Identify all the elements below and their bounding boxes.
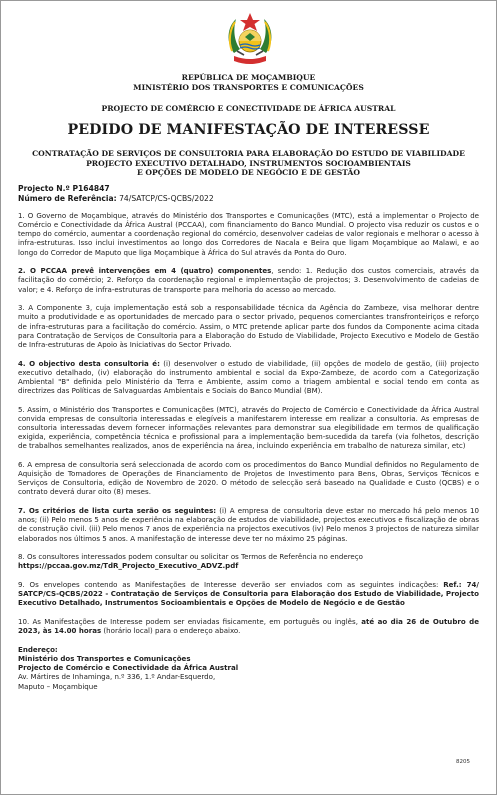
address-line-1: Ministério dos Transportes e Comunicações bbox=[18, 653, 191, 663]
paragraph-9: 9. Os envelopes contendo as Manifestações de Interesse deverão ser enviados com as seguintes indicações: Ref.: 74/ SATCP/CS-QCBS/2022 - Contratação de Serviços de Consultoria para Elaboração dos Estudo de Viabilidade, Projecto Executivo Detalhado, Instrumentos Socioambientais e Opções de Modelo de Negócio e de Gestão bbox=[18, 580, 479, 608]
reference-number: 74/SATCP/CS-QCBS/2022 bbox=[116, 194, 214, 204]
address-line-2: Projecto de Comércio e Conectividade da África Austral bbox=[18, 663, 239, 673]
ministry-name: MINISTÉRIO DOS TRANSPORTES E COMUNICAÇÕES bbox=[133, 83, 364, 92]
paragraph-6: 6. A empresa de consultoria será seleccionada de acordo com os procedimentos do Banco Mundial definidos no Regulamento de Aquisição de Tomadores de Operações de Financiamento de Projetos de Investimento para Bens, Obras, Serviços Técnicos e Serviços de Consultoria, edição de Novembro de 2020. O método de selecção será baseado na Qualidade e Custo (QCBS) e o contrato deverá durar oito (8) meses. bbox=[18, 459, 479, 497]
project-number: Projecto N.º P164847 bbox=[18, 184, 110, 193]
subtitle-line-1: CONTRATAÇÃO DE SERVIÇOS DE CONSULTORIA PARA ELABORAÇÃO DO ESTUDO DE VIABILIDADE bbox=[32, 149, 465, 158]
project-name: PROJECTO DE COMÉRCIO E CONECTIVIDADE DE ÁFRICA AUSTRAL bbox=[101, 104, 396, 113]
paragraph-3: 3. A Componente 3, cuja implementação está sob a responsabilidade técnica da Agência do Zambeze, visa melhorar dentre muito a produtividade e as oportunidades de mercado para o sector privado, pequenos comerciantes transfronteiriços e reforço de infra-estruturas para a facilitação do comércio. Assim, o MTC pretende aplicar parte dos fundos da Componente acima citada para Contratação de Serviços de Consultoria para a Elaboração do Estudo de Viabilidade, Projecto Executivo e Modelo de Gestão de Infra-estruturas de Apoio às Iniciativas do Sector Privado. bbox=[18, 303, 479, 349]
terms-of-reference-link[interactable]: https://pccaa.gov.mz/TdR_Projecto_Executivo_ADVZ.pdf bbox=[18, 561, 239, 571]
issuer-block bbox=[1, 73, 496, 93]
address-line-4: Maputo – Moçambique bbox=[18, 681, 98, 691]
address-block bbox=[18, 645, 479, 691]
paragraph-2: 2. O PCCAA prevê intervenções em 4 (quatro) componentes, sendo: 1. Redução dos custos comerciais, através da facilitação do comércio; 2. Reforço da coordenação regional e implementação de projectos; 3. Desenvolvimento de cadeias de valor; e 4. Reforço de infra-estruturas de transporte para melhoria do acesso ao mercado. bbox=[18, 266, 479, 294]
address-label: Endereço: bbox=[18, 644, 58, 654]
paragraph-4: 4. O objectivo desta consultoria é: (i) desenvolver o estudo de viabilidade, (ii) opções de modelo de gestão, (iii) projecto executivo detalhado, (iv) elaboração do instrumento ambiental e social da Expo-Zambeze, de acordo com a Categorização Ambiental "B" definida pelo Ministério da Terra e Ambiente, assim como a triagem ambiental e social tendo em conta as directrizes das Políticas de Salvaguardas Ambientais e Sociais do Banco Mundial (BM). bbox=[18, 358, 479, 395]
paragraph-5: 5. Assim, o Ministério dos Transportes e Comunicações (MTC), através do Projecto de Comércio e Conectividade da África Austral convida empresas de consultoria interessadas e elegíveis a manifestarem interesse em realizar a consultoria. As empresas de consultoria interessadas devem fornecer informações relevantes para demonstrar sua elegibilidade em termos de qualificação exigida, experiência, competência técnica e profissional para a implementação bem-sucedida da tarefa (via folhetos, descrição de trabalhos semelhantes realizados, anos de experiência na área, incluindo experiência em trabalho de natureza similar, etc) bbox=[18, 404, 479, 451]
reference-block bbox=[18, 184, 479, 205]
subtitle-block bbox=[31, 149, 466, 178]
footer-code: 8205 bbox=[456, 759, 470, 765]
paragraph-7: 7. Os critérios de lista curta serão os seguintes: (i) A empresa de consultoria deve estar no mercado há pelo menos 10 anos; (ii) Pelo menos 5 anos de experiência na elaboração de estudos de viabilidade, projectos executivos e fiscalização de obras de construção civil. (iii) Pelo menos 7 anos de experiência na projectos executivos (iv) Pelo menos 3 projectos de natureza similar elaborados nos últimos 5 anos. A manifestação de interesse deve ter no máximo 25 páginas. bbox=[18, 506, 480, 543]
notice-body bbox=[18, 211, 479, 691]
page-title: PEDIDO DE MANIFESTAÇÃO DE INTERESSE bbox=[67, 122, 430, 138]
republic-name: REPÚBLICA DE MOÇAMBIQUE bbox=[181, 73, 316, 82]
paragraph-8: 8. Os consultores interessados podem consultar ou solicitar os Termos de Referência no endereço https://pccaa.gov.mz/TdR_Projecto_Executivo_ADVZ.pdf bbox=[18, 552, 363, 571]
subtitle-line-2: PROJECTO EXECUTIVO DETALHADO, INSTRUMENTOS SOCIOAMBIENTAIS bbox=[86, 158, 411, 168]
address-line-3: Av. Mártires de Inhaminga, n.º 336, 1.º Andar-Esquerdo, bbox=[18, 672, 216, 682]
reference-label: Número de Referência: bbox=[18, 194, 117, 204]
coat-of-arms-emblem bbox=[222, 7, 278, 69]
subtitle-line-3: E OPÇÕES DE MODELO DE NEGÓCIO E DE GESTÃO bbox=[137, 168, 360, 178]
paragraph-1: 1. O Governo de Moçambique, através do Ministério dos Transportes e Comunicações (MTC), está a implementar o Projecto de Comércio e Conectividade da África Austral (PCCAA), com financiamento do Banco Mundial. O projecto visa reduzir os custos e o tempo do comércio, aumentar a coordenação regional do comércio, desenvolver cadeias de valor regionais e melhorar o acesso à infra-estruturas. Isso inclui investimentos ao longo dos Corredores de Nacala e Beira que ligam Moçambique ao Malawi, e ao longo do Corredor de Maputo que liga Moçambique à África do Sul através da Ponta do Ouro. bbox=[18, 211, 479, 257]
paragraph-10: 10. As Manifestações de Interesse podem ser enviadas fisicamente, em português ou inglês, até ao dia 26 de Outubro de 2023, às 14.00 horas (horário local) para o endereço abaixo. bbox=[18, 616, 479, 636]
